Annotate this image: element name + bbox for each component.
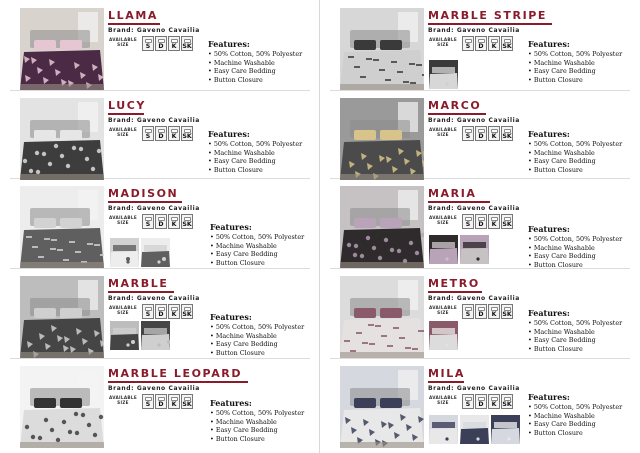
feature-item: • Easy Care Bedding: [208, 67, 320, 76]
features-heading: Features:: [528, 39, 570, 49]
feature-item: • Easy Care Bedding: [210, 426, 322, 435]
feature-item: • 50% Cotton, 50% Polyester: [208, 50, 320, 59]
bed-icon: [491, 129, 498, 133]
bed-icon: [171, 307, 178, 311]
size-icon-sk: [181, 214, 193, 229]
thumbnail-photo[interactable]: [429, 415, 458, 444]
size-code: D: [158, 43, 164, 50]
features-list: [528, 140, 640, 174]
size-code: K: [171, 133, 177, 140]
size-code: S: [465, 133, 471, 140]
size-code: S: [145, 311, 151, 318]
features-block: [208, 40, 320, 84]
available-size-label: AVAILABLE SIZE: [108, 215, 138, 225]
features-list: [210, 233, 322, 267]
size-icon-s: [142, 126, 154, 141]
feature-item: • 50% Cotton, 50% Polyester: [528, 50, 640, 59]
size-code: SK: [182, 133, 192, 140]
features-heading: Features:: [210, 398, 252, 408]
title-underline: [108, 291, 174, 293]
size-code: S: [465, 311, 471, 318]
brand-label: Brand: Gaveno Cavailia: [108, 205, 200, 212]
thumbnail-photo[interactable]: [460, 235, 489, 264]
size-icon-d: [475, 394, 487, 409]
product-photo[interactable]: [340, 186, 424, 268]
thumbnail-photo[interactable]: [110, 238, 139, 267]
size-icon-sk: [501, 304, 513, 319]
available-size-label: AVAILABLE SIZE: [428, 127, 458, 137]
feature-item: • Machine Washable: [528, 59, 640, 68]
product-title: MARCO: [428, 99, 482, 112]
size-code: K: [491, 221, 497, 228]
product-photo[interactable]: [20, 186, 104, 268]
size-code: D: [478, 311, 484, 318]
title-underline: [428, 291, 482, 293]
size-icon-k: [488, 214, 500, 229]
feature-item: • 50% Cotton, 50% Polyester: [528, 140, 640, 149]
size-icon-d: [155, 126, 167, 141]
available-size-label: AVAILABLE SIZE: [108, 127, 138, 137]
bed-icon: [465, 397, 472, 401]
size-icon-sk: [501, 214, 513, 229]
feature-item: • Button Closure: [208, 166, 320, 175]
bed-icon: [145, 217, 152, 221]
bed-icon: [184, 397, 191, 401]
bed-icon: [504, 217, 511, 221]
bed-icon: [465, 217, 472, 221]
size-code: D: [158, 311, 164, 318]
size-code: D: [158, 221, 164, 228]
size-code: SK: [182, 43, 192, 50]
size-code: D: [158, 133, 164, 140]
brand-label: Brand: Gaveno Cavailia: [428, 27, 520, 34]
thumbnail-photo[interactable]: [429, 321, 458, 350]
feature-item: • Machine Washable: [528, 412, 640, 421]
size-icon-s: [462, 394, 474, 409]
size-icon-sk: [181, 126, 193, 141]
available-size-label: AVAILABLE SIZE: [108, 305, 138, 315]
size-code: K: [491, 401, 497, 408]
available-size-label: AVAILABLE SIZE: [108, 395, 138, 405]
size-code: S: [145, 221, 151, 228]
size-code: SK: [182, 311, 192, 318]
features-list: [208, 50, 320, 84]
size-code: K: [171, 43, 177, 50]
size-code: SK: [182, 401, 192, 408]
feature-item: • Easy Care Bedding: [210, 340, 322, 349]
title-underline: [108, 113, 144, 115]
features-list: [210, 323, 322, 357]
bed-icon: [478, 397, 485, 401]
bed-icon: [158, 397, 165, 401]
title-underline: [428, 113, 486, 115]
feature-item: • Easy Care Bedding: [210, 250, 322, 259]
size-icon-s: [142, 36, 154, 51]
size-icon-s: [142, 214, 154, 229]
product-title: MARBLE STRIPE: [428, 9, 548, 22]
feature-item: • Button Closure: [528, 429, 640, 438]
bed-icon: [171, 397, 178, 401]
size-code: SK: [502, 221, 512, 228]
bed-icon: [145, 39, 152, 43]
size-icon-d: [475, 36, 487, 51]
bed-icon: [145, 397, 152, 401]
features-block: [528, 130, 640, 174]
bed-icon: [184, 307, 191, 311]
size-code: D: [478, 43, 484, 50]
size-code: S: [145, 133, 151, 140]
features-heading: Features:: [528, 224, 570, 234]
size-code: S: [145, 43, 151, 50]
size-code: D: [158, 401, 164, 408]
title-underline: [108, 23, 160, 25]
bed-icon: [478, 307, 485, 311]
thumbnail-photo[interactable]: [429, 235, 458, 264]
title-underline: [428, 201, 490, 203]
size-icon-sk: [181, 304, 193, 319]
bed-icon: [158, 39, 165, 43]
size-icon-d: [155, 36, 167, 51]
available-size-label: AVAILABLE SIZE: [428, 395, 458, 405]
feature-item: • Button Closure: [528, 166, 640, 175]
brand-label: Brand: Gaveno Cavailia: [428, 385, 520, 392]
size-icon-d: [475, 126, 487, 141]
size-code: K: [491, 133, 497, 140]
size-code: S: [145, 401, 151, 408]
product-title: METRO: [428, 277, 480, 290]
features-block: [528, 393, 640, 437]
thumbnail-photo[interactable]: [491, 415, 520, 444]
bed-icon: [158, 307, 165, 311]
brand-label: Brand: Gaveno Cavailia: [108, 27, 200, 34]
bed-icon: [184, 129, 191, 133]
size-icon-s: [462, 304, 474, 319]
size-icon-d: [475, 214, 487, 229]
size-icon-d: [475, 304, 487, 319]
features-block: [528, 309, 640, 353]
size-code: D: [478, 401, 484, 408]
product-title: MARBLE LEOPARD: [108, 367, 243, 380]
feature-item: • Button Closure: [208, 76, 320, 85]
title-underline: [428, 381, 464, 383]
feature-item: • Easy Care Bedding: [528, 336, 640, 345]
product-photo[interactable]: [20, 8, 104, 90]
brand-label: Brand: Gaveno Cavailia: [428, 295, 520, 302]
size-code: S: [465, 43, 471, 50]
bed-icon: [145, 129, 152, 133]
feature-item: • Easy Care Bedding: [528, 67, 640, 76]
bed-icon: [158, 129, 165, 133]
size-icon-k: [488, 304, 500, 319]
size-code: SK: [182, 221, 192, 228]
features-heading: Features:: [210, 312, 252, 322]
feature-item: • Button Closure: [528, 345, 640, 354]
feature-item: • Machine Washable: [208, 59, 320, 68]
available-size-label: AVAILABLE SIZE: [428, 305, 458, 315]
size-icon-k: [488, 126, 500, 141]
bed-icon: [171, 129, 178, 133]
features-block: [208, 130, 320, 174]
bed-icon: [465, 307, 472, 311]
feature-item: • Button Closure: [210, 435, 322, 444]
bed-icon: [478, 217, 485, 221]
product-title: MADISON: [108, 187, 179, 200]
features-heading: Features:: [528, 392, 570, 402]
product-photo[interactable]: [20, 276, 104, 358]
bed-icon: [478, 39, 485, 43]
size-code: K: [491, 311, 497, 318]
feature-item: • 50% Cotton, 50% Polyester: [210, 233, 322, 242]
size-icon-k: [168, 304, 180, 319]
features-block: [210, 313, 322, 357]
bed-icon: [504, 39, 511, 43]
size-code: K: [171, 401, 177, 408]
size-icon-d: [155, 304, 167, 319]
size-code: D: [478, 133, 484, 140]
size-icon-k: [168, 214, 180, 229]
size-code: SK: [502, 311, 512, 318]
feature-item: • Machine Washable: [210, 418, 322, 427]
bed-icon: [504, 129, 511, 133]
bed-icon: [158, 217, 165, 221]
features-list: [528, 50, 640, 84]
feature-item: • Machine Washable: [528, 328, 640, 337]
features-heading: Features:: [528, 308, 570, 318]
bed-icon: [184, 217, 191, 221]
bed-icon: [491, 397, 498, 401]
feature-item: • Easy Care Bedding: [528, 252, 640, 261]
feature-item: • Button Closure: [210, 349, 322, 358]
size-icon-d: [155, 394, 167, 409]
feature-item: • Easy Care Bedding: [208, 157, 320, 166]
product-photo[interactable]: [340, 8, 424, 90]
brand-label: Brand: Gaveno Cavailia: [108, 117, 200, 124]
feature-item: • Machine Washable: [528, 149, 640, 158]
feature-item: • 50% Cotton, 50% Polyester: [210, 323, 322, 332]
thumbnail-photo[interactable]: [141, 238, 170, 267]
features-heading: Features:: [528, 129, 570, 139]
thumbnail-photo[interactable]: [141, 321, 170, 350]
size-code: S: [465, 401, 471, 408]
brand-label: Brand: Gaveno Cavailia: [108, 385, 200, 392]
features-block: [528, 225, 640, 269]
product-photo[interactable]: [340, 276, 424, 358]
product-title: LLAMA: [108, 9, 158, 22]
size-icon-s: [142, 304, 154, 319]
feature-item: • Easy Care Bedding: [528, 420, 640, 429]
product-title: MARIA: [428, 187, 477, 200]
feature-item: • 50% Cotton, 50% Polyester: [528, 319, 640, 328]
size-icon-sk: [501, 394, 513, 409]
size-icon-sk: [181, 394, 193, 409]
product-photo[interactable]: [20, 98, 104, 180]
available-size-label: AVAILABLE SIZE: [428, 215, 458, 225]
size-code: K: [171, 221, 177, 228]
size-icon-sk: [181, 36, 193, 51]
features-list: [528, 319, 640, 353]
size-icon-k: [488, 394, 500, 409]
bed-icon: [465, 129, 472, 133]
size-code: S: [465, 221, 471, 228]
bed-icon: [504, 307, 511, 311]
features-block: [210, 399, 322, 443]
size-code: K: [491, 43, 497, 50]
size-code: D: [478, 221, 484, 228]
features-block: [210, 223, 322, 267]
bed-icon: [478, 129, 485, 133]
feature-item: • Button Closure: [210, 259, 322, 268]
size-icon-sk: [501, 126, 513, 141]
brand-label: Brand: Gaveno Cavailia: [108, 295, 200, 302]
bed-icon: [171, 217, 178, 221]
size-icon-s: [462, 214, 474, 229]
size-icon-s: [462, 126, 474, 141]
title-underline: [428, 23, 552, 25]
bed-icon: [184, 39, 191, 43]
available-size-label: AVAILABLE SIZE: [108, 37, 138, 47]
feature-item: • Machine Washable: [210, 242, 322, 251]
features-heading: Features:: [208, 129, 250, 139]
thumbnail-photo[interactable]: [110, 321, 139, 350]
available-size-label: AVAILABLE SIZE: [428, 37, 458, 47]
features-list: [210, 409, 322, 443]
product-photo[interactable]: [340, 98, 424, 180]
size-code: K: [171, 311, 177, 318]
title-underline: [108, 381, 248, 383]
feature-item: • 50% Cotton, 50% Polyester: [528, 403, 640, 412]
bed-icon: [504, 397, 511, 401]
product-title: LUCY: [108, 99, 146, 112]
product-photo[interactable]: [340, 366, 424, 448]
feature-item: • Button Closure: [528, 76, 640, 85]
size-icon-s: [142, 394, 154, 409]
features-heading: Features:: [208, 39, 250, 49]
size-icon-d: [155, 214, 167, 229]
feature-item: • 50% Cotton, 50% Polyester: [210, 409, 322, 418]
size-code: SK: [502, 401, 512, 408]
features-list: [528, 235, 640, 269]
feature-item: • 50% Cotton, 50% Polyester: [528, 235, 640, 244]
bed-icon: [491, 307, 498, 311]
features-list: [208, 140, 320, 174]
bed-icon: [145, 307, 152, 311]
feature-item: • Machine Washable: [208, 149, 320, 158]
title-underline: [108, 201, 182, 203]
feature-item: • Machine Washable: [210, 332, 322, 341]
size-code: SK: [502, 43, 512, 50]
feature-item: • 50% Cotton, 50% Polyester: [208, 140, 320, 149]
brand-label: Brand: Gaveno Cavailia: [428, 205, 520, 212]
features-block: [528, 40, 640, 84]
brand-label: Brand: Gaveno Cavailia: [428, 117, 520, 124]
size-icon-k: [168, 126, 180, 141]
size-icon-k: [488, 36, 500, 51]
bed-icon: [465, 39, 472, 43]
size-icon-k: [168, 36, 180, 51]
feature-item: • Machine Washable: [528, 244, 640, 253]
product-photo[interactable]: [20, 366, 104, 448]
feature-item: • Easy Care Bedding: [528, 157, 640, 166]
size-icon-k: [168, 394, 180, 409]
thumbnail-photo[interactable]: [429, 60, 458, 89]
features-heading: Features:: [210, 222, 252, 232]
product-title: MARBLE: [108, 277, 169, 290]
size-code: SK: [502, 133, 512, 140]
product-title: MILA: [428, 367, 465, 380]
thumbnail-photo[interactable]: [460, 415, 489, 444]
size-icon-sk: [501, 36, 513, 51]
size-icon-s: [462, 36, 474, 51]
bed-icon: [171, 39, 178, 43]
feature-item: • Button Closure: [528, 261, 640, 270]
features-list: [528, 403, 640, 437]
bed-icon: [491, 217, 498, 221]
bed-icon: [491, 39, 498, 43]
